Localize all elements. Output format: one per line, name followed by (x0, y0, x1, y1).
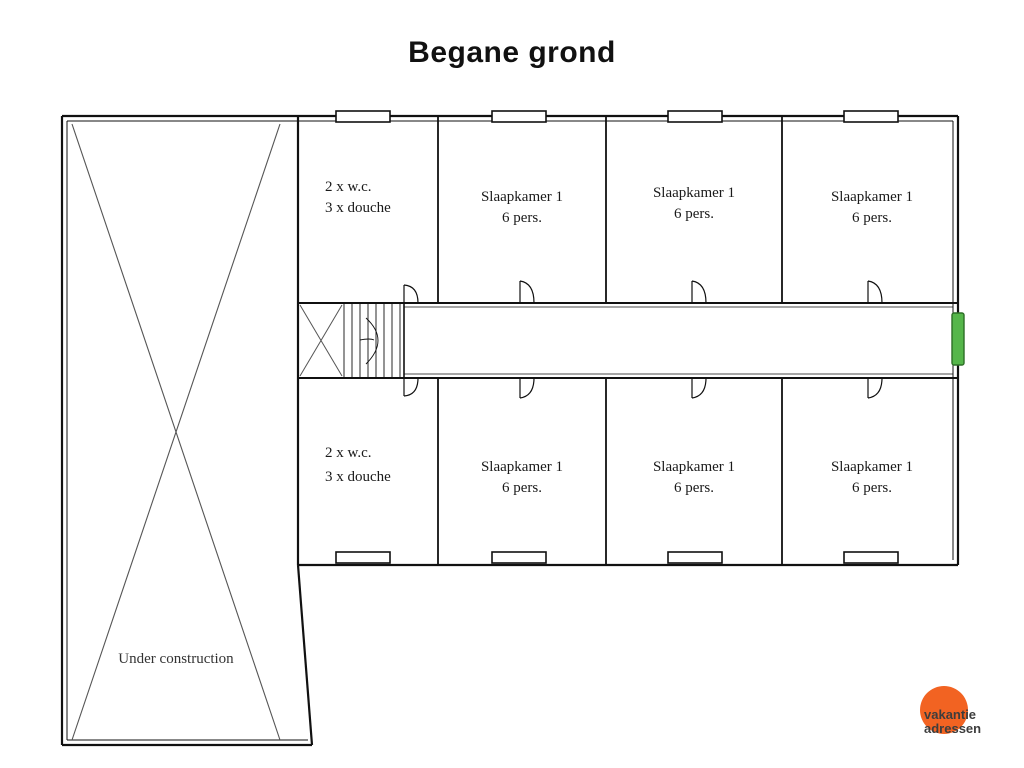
lower-room-3-line-1: Slaapkamer 1 (652, 459, 736, 475)
stairwell-cross (300, 305, 342, 376)
stairwell (298, 303, 404, 378)
under-construction-label: Under construction (118, 651, 234, 667)
window-bottom-1 (336, 552, 390, 563)
upper-room-4-line-2: 6 pers. (852, 210, 892, 226)
upper-room-3-line-2: 6 pers. (674, 206, 714, 222)
lower-room-2-line-2: 6 pers. (502, 480, 542, 496)
upper-room-label-3 (653, 185, 735, 222)
logo-line-2: adressen (924, 721, 982, 736)
window-top-2 (492, 111, 546, 122)
under-construction-area (72, 124, 280, 740)
window-top-4 (844, 111, 898, 122)
logo-line-1: vakantie (924, 707, 977, 722)
upper-room-1-line-2: 3 x douche (325, 200, 391, 216)
lower-room-label-1 (325, 445, 391, 485)
lower-door-swings (404, 378, 882, 398)
upper-partitions (438, 116, 782, 303)
page-title: Begane grond (408, 36, 616, 69)
brand-logo (920, 686, 982, 748)
upper-room-1-line-1: 2 x w.c. (325, 179, 372, 195)
lower-room-3-line-2: 6 pers. (674, 480, 714, 496)
upper-room-label-4 (831, 189, 913, 226)
lower-room-1-line-1: 2 x w.c. (325, 445, 372, 461)
upper-room-4-line-1: Slaapkamer 1 (830, 189, 914, 205)
lower-room-2-line-1: Slaapkamer 1 (480, 459, 564, 475)
upper-room-3-line-1: Slaapkamer 1 (652, 185, 736, 201)
lower-room-label-2 (481, 459, 563, 496)
upper-room-2-line-1: Slaapkamer 1 (480, 189, 564, 205)
lower-room-1-line-2: 3 x douche (325, 469, 391, 485)
window-top-1 (336, 111, 390, 122)
window-bottom-3 (668, 552, 722, 563)
window-bottom-2 (492, 552, 546, 563)
corridor-inner-line (404, 307, 953, 374)
corridor (298, 303, 958, 378)
window-top-3 (668, 111, 722, 122)
upper-room-label-1 (325, 179, 391, 216)
logo-wordmark (924, 708, 1010, 736)
upper-room-2-line-2: 6 pers. (502, 210, 542, 226)
stair-treads (344, 303, 400, 378)
lower-room-label-3 (653, 459, 735, 496)
upper-door-swings (404, 281, 882, 303)
lower-room-4-line-2: 6 pers. (852, 480, 892, 496)
upper-room-label-2 (481, 189, 563, 226)
emergency-exit-marker (952, 313, 964, 365)
lower-room-label-4 (831, 459, 913, 496)
lower-room-4-line-1: Slaapkamer 1 (830, 459, 914, 475)
window-bottom-4 (844, 552, 898, 563)
